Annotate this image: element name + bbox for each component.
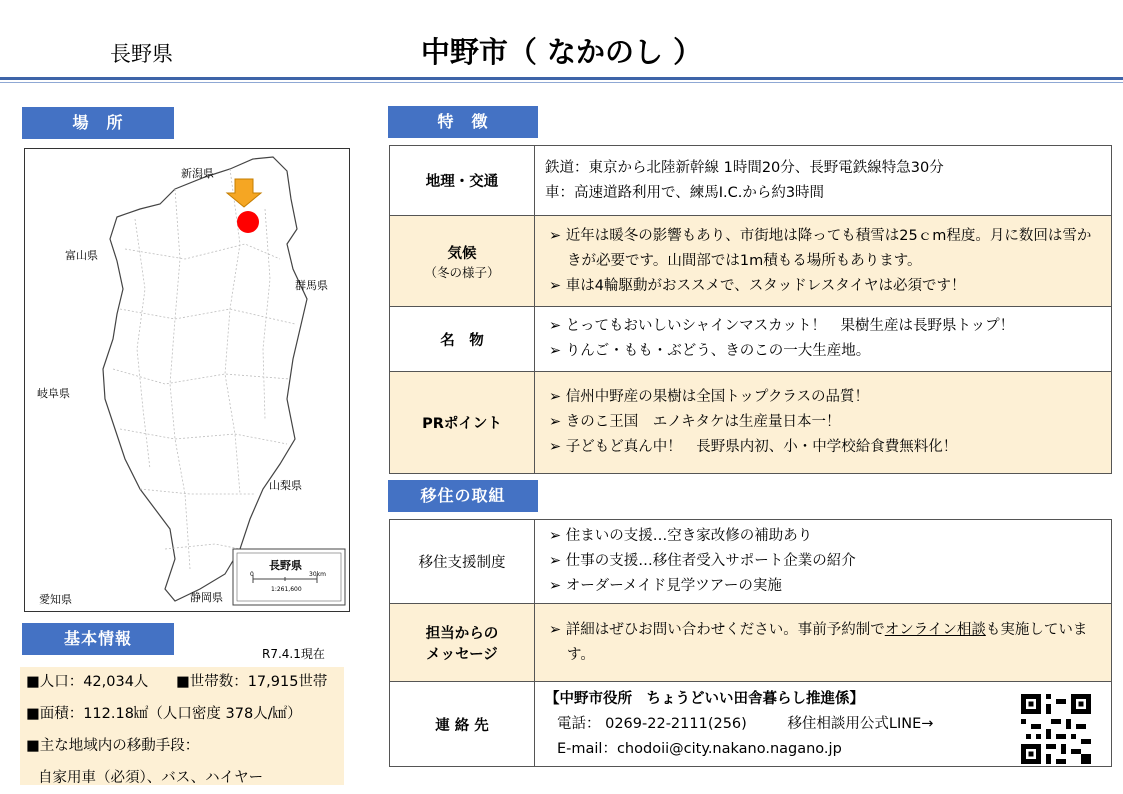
- message-text: ➢ 詳細はぜひお問い合わせください。事前予約制でオンライン相談も実施しています。: [549, 621, 1088, 663]
- prefecture-label: 長野県: [110, 42, 173, 66]
- geo-label: 地理・交通: [390, 146, 535, 216]
- map-label-aichi: 愛知県: [39, 593, 72, 606]
- pr-bullet: ➢ 子どもど真ん中！ 長野県内初、小・中学校給食費無料化！: [549, 439, 958, 455]
- features-table: [389, 145, 1112, 474]
- map-graphic: [25, 149, 349, 611]
- households: ■世帯数：17,915世帯: [176, 674, 328, 690]
- climate-sublabel: （冬の様子）: [424, 264, 500, 280]
- map-label-toyama: 富山県: [65, 249, 98, 262]
- map-label-shizuoka: 静岡県: [190, 591, 223, 604]
- specialty-label: 名 物: [390, 307, 535, 372]
- map-scale-max: 30km: [309, 571, 326, 578]
- header-rule: [0, 77, 1123, 80]
- area: ■面積：112.18㎢（人口密度 378人/㎢）: [26, 706, 302, 722]
- feature-row-specialty: [390, 307, 1112, 372]
- migration-row-contact: [390, 682, 1112, 767]
- line-qr-code-icon[interactable]: [1021, 694, 1091, 764]
- migration-table: [389, 519, 1112, 767]
- pr-label: PRポイント: [390, 372, 535, 474]
- basic-info-panel: [20, 667, 344, 785]
- map-inset-title: 長野県: [269, 559, 302, 572]
- geo-rail: 鉄道：東京から北陸新幹線 1時間20分、長野電鉄線特急30分: [545, 159, 944, 176]
- support-bullet: ➢ オーダーメイド見学ツアーの実施: [549, 578, 782, 594]
- transport-label: ■主な地域内の移動手段：: [26, 738, 200, 754]
- migration-row-support: [390, 520, 1112, 604]
- geo-road: 車：高速道路利用で、練馬I.C.から約3時間: [545, 184, 825, 201]
- message-label-2: メッセージ: [426, 646, 498, 663]
- map-scale-zero: 0: [250, 571, 254, 578]
- migration-row-message: [390, 604, 1112, 682]
- climate-bullet: ➢ 近年は暖冬の影響もあり、市街地は降っても積雪は25ｃm程度。月に数回は雪かきが必要です。山間部では1m積もる場所もあります。: [549, 227, 1092, 269]
- support-bullet: ➢ 仕事の支援…移住者受入サポート企業の紹介: [549, 553, 856, 569]
- header-rule-thin: [0, 82, 1123, 83]
- population: ■人口：42,034人: [26, 674, 149, 690]
- message-label-1: 担当からの: [425, 625, 499, 642]
- specialty-bullet: ➢ りんご・もも・ぶどう、きのこの一大生産地。: [549, 343, 871, 359]
- map-label-yamanashi: 山梨県: [269, 479, 302, 492]
- transport-modes: 自家用車（必須）、バス、ハイヤー: [38, 770, 264, 786]
- contact-org: 【中野市役所 ちょうどいい田舎暮らし推進係】: [545, 690, 864, 707]
- map-label-gunma: 群馬県: [295, 279, 328, 292]
- city-location-marker: [237, 211, 259, 233]
- online-consultation-link[interactable]: オンライン相談: [884, 621, 986, 638]
- climate-label: 気候: [447, 245, 477, 262]
- contact-label: 連 絡 先: [390, 682, 535, 767]
- contact-email[interactable]: E-mail：chodoii@city.nakano.nagano.jp: [557, 740, 842, 757]
- map-label-niigata: 新潟県: [181, 167, 214, 180]
- page-title: 中野市（ なかのし ）: [420, 35, 703, 69]
- contact-phone: 電話： 0269-22-2111(256): [557, 715, 747, 732]
- map-scale-ratio: 1:261,600: [271, 586, 302, 593]
- pr-bullet: ➢ きのこ王国 エノキタケは生産量日本一！: [549, 414, 841, 430]
- location-heading: 場 所: [22, 107, 174, 139]
- feature-row-climate: [390, 216, 1112, 307]
- climate-bullet: ➢ 車は4輪駆動がおススメで、スタッドレスタイヤは必須です！: [549, 277, 966, 294]
- line-account-label: 移住相談用公式LINE→: [787, 715, 934, 732]
- feature-row-geography: [390, 146, 1112, 216]
- specialty-bullet: ➢ とってもおいしいシャインマスカット！ 果樹生産は長野県トップ！: [549, 318, 1015, 334]
- pr-bullet: ➢ 信州中野産の果樹は全国トップクラスの品質！: [549, 389, 869, 405]
- nagano-map: [24, 148, 350, 612]
- features-heading: 特 徴: [388, 106, 538, 138]
- basic-info-heading: 基本情報: [22, 623, 174, 655]
- migration-heading: 移住の取組: [388, 480, 538, 512]
- prefecture-outline: [103, 157, 307, 601]
- support-bullet: ➢ 住まいの支援…空き家改修の補助あり: [549, 528, 813, 544]
- as-of-date: R7.4.1現在: [262, 647, 325, 661]
- feature-row-pr: [390, 372, 1112, 474]
- map-label-gifu: 岐阜県: [37, 387, 70, 400]
- support-label: 移住支援制度: [390, 520, 535, 604]
